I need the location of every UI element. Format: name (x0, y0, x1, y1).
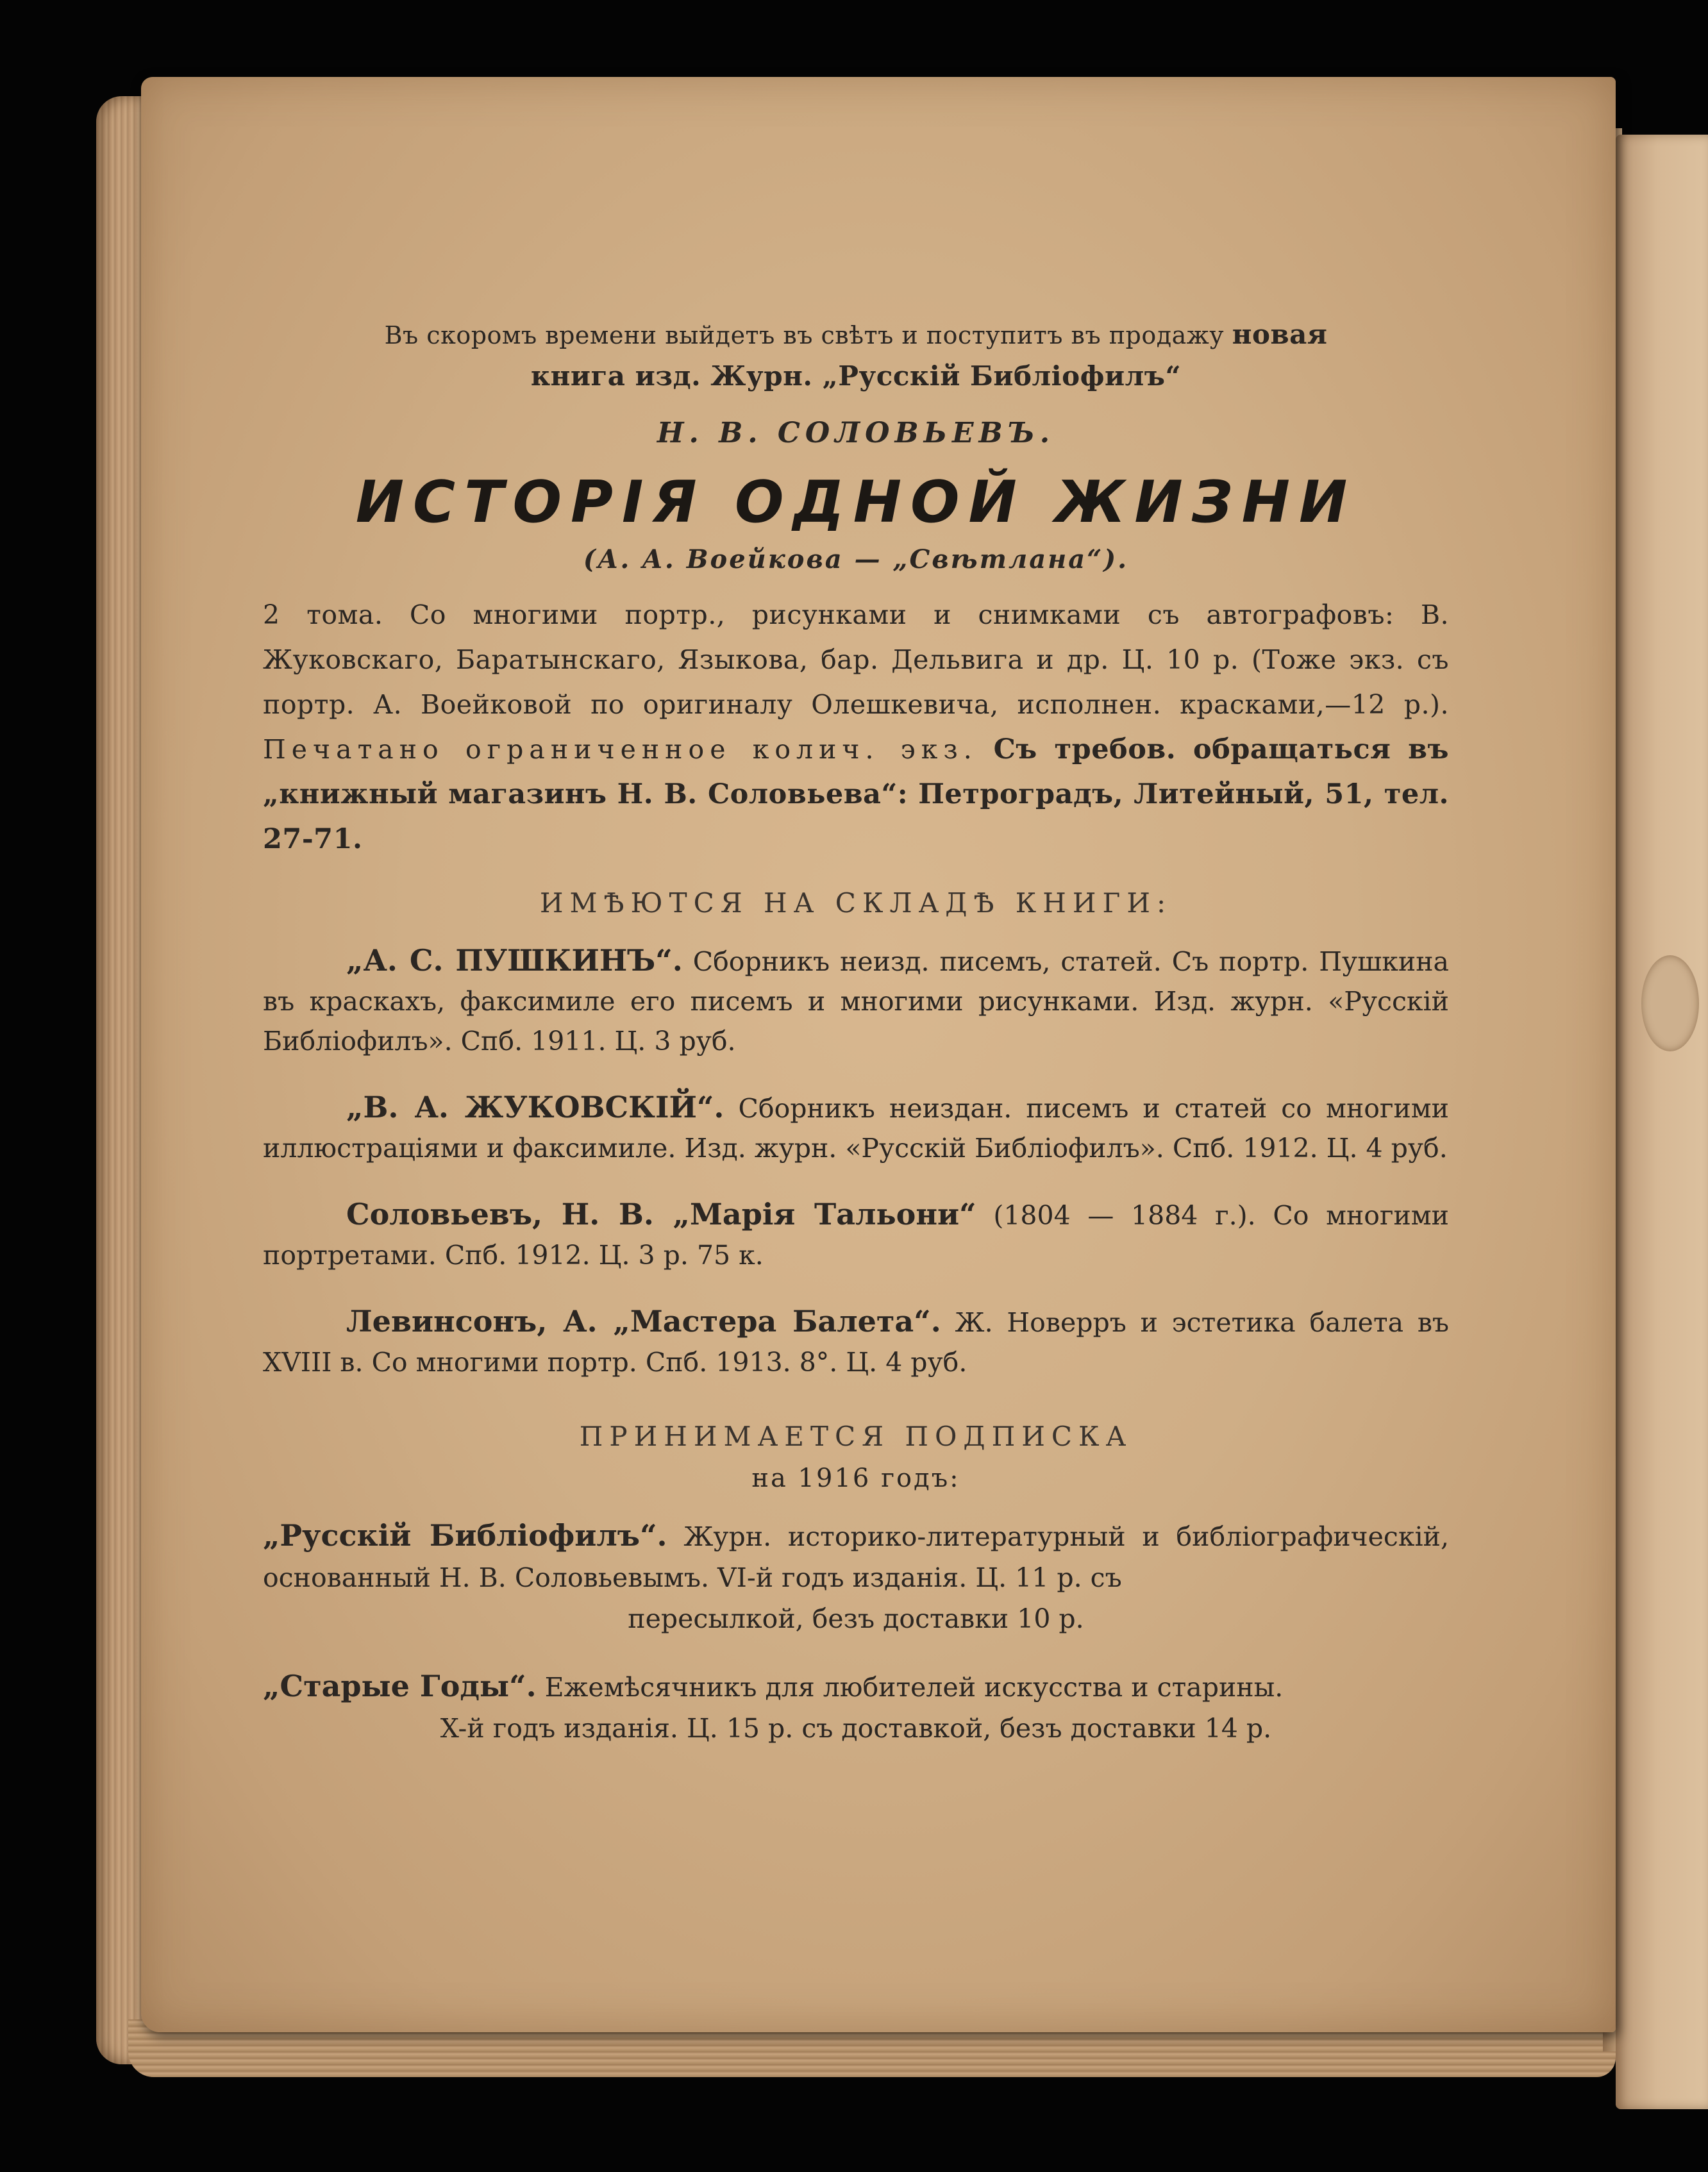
facing-page (1616, 135, 1708, 2109)
book-entry-levinson: Левинсонъ, А. „Мастера Балета“. Ж. Новерръ и эстетика балета въ XVIII в. Со многими портр. Спб. 1913. 8°. Ц. 4 руб. (263, 1304, 1449, 1378)
book-entry-pushkin: „А. С. ПУШКИНЪ“. Сборникъ неизд. писемъ, статей. Съ портр. Пушкина въ краскахъ, факсимиле его писемъ и многими рисунками. Изд. журн. «Русскій Библіофилъ». Спб. 1911. Ц. 3 руб. (263, 943, 1449, 1057)
announcement-intro: Въ скоромъ времени выйдетъ въ свѣтъ и поступитъ въ продажу новая книга изд. Журн. „Русскій Библіофилъ“ (384, 319, 1328, 392)
in-stock-heading: ИМѢЮТСЯ НА СКЛАДѢ КНИГИ: (539, 887, 1173, 919)
book-subtitle: (А. А. Воейкова — „Свѣтлана“). (583, 544, 1129, 574)
journal-entry-bibliofil: „Русскій Библіофилъ“. Журн. историко-литературный и библіографическій, основанный Н. В. Соловьевымъ. VI-й годъ изданія. Ц. 11 р. съ пересылкой, безъ доставки 10 р. (263, 1518, 1449, 1634)
subscription-year: на 1916 годъ: (751, 1464, 960, 1493)
book-entry-zhukovsky: „В. А. ЖУКОВСКІЙ“. Сборникъ неиздан. писемъ и статей со многими иллюстраціями и факсимиле. Изд. журн. «Русскій Библіофилъ». Спб. 1912. Ц. 4 руб. (263, 1090, 1449, 1164)
book-author: Н. В. СОЛОВЬЕВЪ. (657, 417, 1055, 449)
page-text (263, 314, 1449, 1775)
book-description: 2 тома. Со многими портр., рисунками и снимками съ автографовъ: В. Жуковскаго, Баратынскаго, Языкова, бар. Дельвига и др. Ц. 10 р. (Тоже экз. съ портр. А. Воейковой по оригиналу Олешкевича, исполнен. красками,—12 р.). Печатано ограниченное колич. экз. Съ требов. обращаться въ „книжный магазинъ Н. В. Соловьева“: Петроградъ, Литейный, 51, тел. 27-71. (263, 599, 1449, 855)
book-title: ИСТОРІЯ ОДНОЙ ЖИЗНИ (355, 469, 1357, 536)
journal-entry-starye-gody: „Старые Годы“. Ежемѣсячникъ для любителей искусства и старины. X-й годъ изданія. Ц. 15 р. съ доставкой, безъ доставки 14 р. (263, 1669, 1284, 1744)
subscription-heading: ПРИНИМАЕТСЯ ПОДПИСКА (579, 1421, 1133, 1452)
page-tear (1641, 955, 1699, 1051)
book-entry-taglioni: Соловьевъ, Н. В. „Марія Тальони“ (1804 — 1884 г.). Со многими портретами. Спб. 1912. Ц. 3 р. 75 к. (263, 1197, 1449, 1271)
